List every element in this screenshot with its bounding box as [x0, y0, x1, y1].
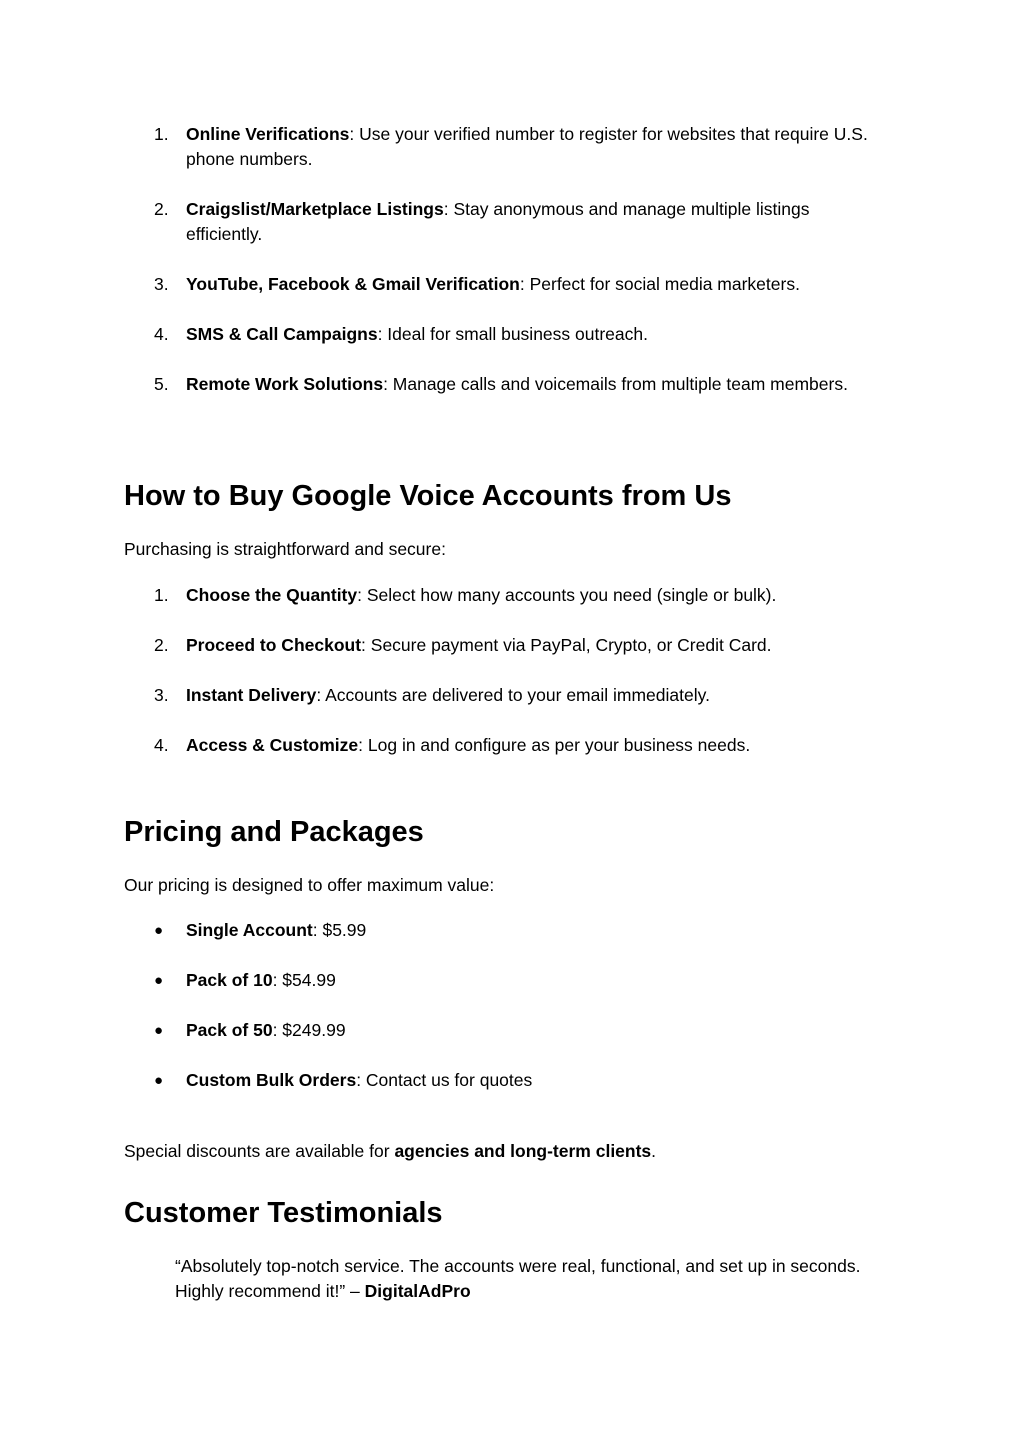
- list-item-text: : Ideal for small business outreach.: [377, 324, 648, 344]
- testimonial-quote: [175, 1254, 865, 1304]
- bullet-icon: ●: [154, 1022, 164, 1039]
- quote-text: “Absolutely top-notch service. The accounts were real, functional, and set up in seconds. Highly recommend it!” –: [175, 1256, 861, 1301]
- list-item-content: [186, 197, 886, 247]
- list-item-title: Single Account: [186, 920, 313, 940]
- list-item-text: : Select how many accounts you need (single or bulk).: [357, 585, 777, 605]
- section-intro: Purchasing is straightforward and secure:: [124, 539, 446, 559]
- list-item-content: [186, 372, 886, 397]
- list-item-title: Access & Customize: [186, 735, 359, 755]
- list-item-text: : Manage calls and voicemails from multiple team members.: [383, 374, 848, 394]
- list-number: 1.: [154, 585, 169, 605]
- discount-suffix: .: [651, 1141, 657, 1161]
- list-number: 5.: [154, 374, 169, 394]
- quote-author: DigitalAdPro: [364, 1281, 471, 1301]
- section-heading: Pricing and Packages: [124, 816, 424, 848]
- list-number: 3.: [154, 685, 169, 705]
- list-item-title: Instant Delivery: [186, 685, 317, 705]
- list-item-text: : Stay anonymous and manage multiple listings efficiently.: [186, 199, 810, 244]
- list-number: 2.: [154, 199, 169, 219]
- list-item-title: SMS & Call Campaigns: [186, 324, 378, 344]
- list-item-title: YouTube, Facebook & Gmail Verification: [186, 274, 520, 294]
- list-item-content: [186, 1018, 886, 1043]
- list-item-text: : Perfect for social media marketers.: [519, 274, 800, 294]
- list-item-content: [186, 122, 886, 172]
- list-item-text: : $54.99: [272, 970, 336, 990]
- list-item-content: [186, 583, 886, 608]
- list-item-title: Choose the Quantity: [186, 585, 358, 605]
- list-item-text: : Contact us for quotes: [356, 1070, 533, 1090]
- section-heading: Customer Testimonials: [124, 1197, 443, 1229]
- list-item-title: Online Verifications: [186, 124, 350, 144]
- list-item-content: [186, 918, 886, 943]
- list-item-content: [186, 633, 886, 658]
- discount-prefix: Special discounts are available for: [124, 1141, 395, 1161]
- list-number: 4.: [154, 324, 169, 344]
- bullet-icon: ●: [154, 1072, 164, 1089]
- list-item-text: : Log in and configure as per your business needs.: [358, 735, 751, 755]
- list-item-text: : Secure payment via PayPal, Crypto, or Credit Card.: [361, 635, 772, 655]
- list-item-content: [186, 733, 886, 758]
- list-item-text: : $5.99: [312, 920, 367, 940]
- bullet-icon: ●: [154, 922, 164, 939]
- list-number: 3.: [154, 274, 169, 294]
- discount-note: [124, 1139, 904, 1164]
- list-number: 1.: [154, 124, 169, 144]
- list-item-content: [186, 272, 886, 297]
- list-item-text: : Accounts are delivered to your email immediately.: [316, 685, 710, 705]
- list-item-text: : $249.99: [272, 1020, 346, 1040]
- discount-highlight: agencies and long-term clients: [394, 1141, 652, 1161]
- section-intro: Our pricing is designed to offer maximum value:: [124, 875, 495, 895]
- section-heading: How to Buy Google Voice Accounts from Us: [124, 480, 732, 512]
- list-item-title: Proceed to Checkout: [186, 635, 362, 655]
- list-item-title: Pack of 10: [186, 970, 273, 990]
- list-item-title: Custom Bulk Orders: [186, 1070, 357, 1090]
- list-item-content: [186, 683, 886, 708]
- list-item-content: [186, 1068, 886, 1093]
- list-item-title: Pack of 50: [186, 1020, 273, 1040]
- list-item-title: Craigslist/Marketplace Listings: [186, 199, 444, 219]
- list-item-text: : Use your verified number to register for websites that require U.S. phone numbers.: [186, 124, 868, 169]
- bullet-icon: ●: [154, 972, 164, 989]
- list-number: 2.: [154, 635, 169, 655]
- list-item-content: [186, 968, 886, 993]
- list-item-content: [186, 322, 886, 347]
- list-item-title: Remote Work Solutions: [186, 374, 384, 394]
- list-number: 4.: [154, 735, 169, 755]
